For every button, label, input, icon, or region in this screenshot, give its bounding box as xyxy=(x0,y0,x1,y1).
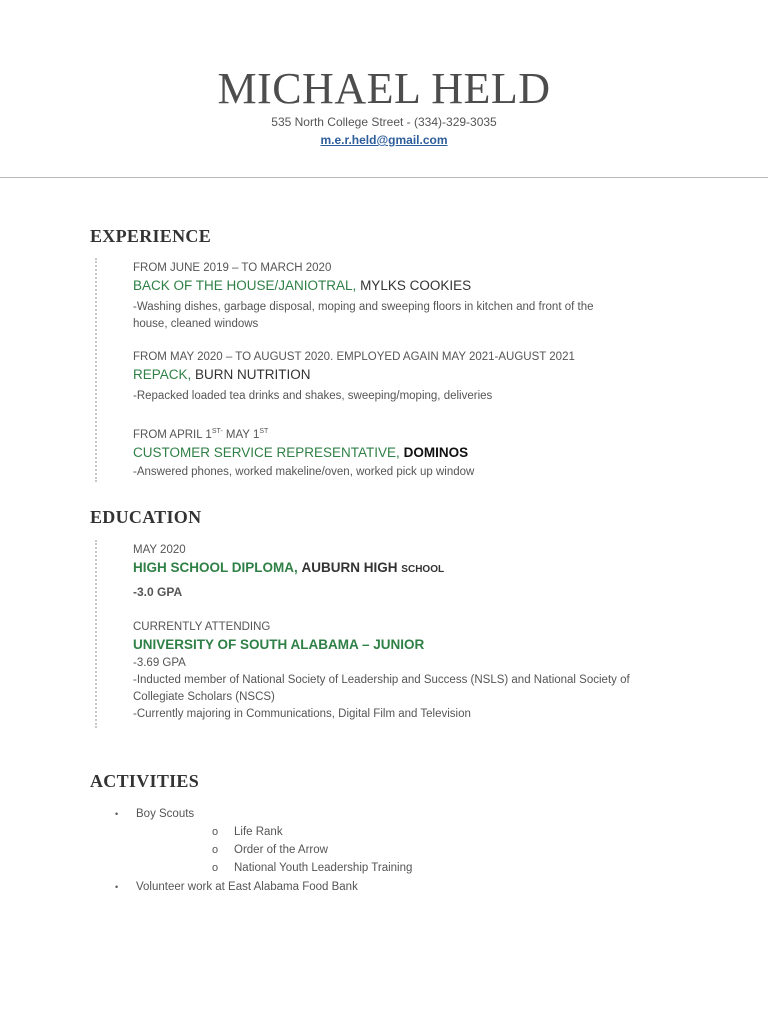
email-line xyxy=(0,132,768,148)
job-title-line xyxy=(133,443,693,463)
email-link[interactable]: m.e.r.held@gmail.com xyxy=(320,133,448,147)
edu-school-suffix: SCHOOL xyxy=(401,564,445,575)
job-role: CUSTOMER SERVICE REPRESENTATIVE, xyxy=(133,444,400,460)
job-desc: -Answered phones, worked makeline/oven, worked pick up window xyxy=(133,465,475,478)
activities-heading: ACTIVITIES xyxy=(90,771,200,791)
sub-bullet-icon: o xyxy=(212,826,219,838)
job-date: FROM MAY 2020 – TO AUGUST 2020. EMPLOYED AGAIN MAY 2021-AUGUST 2021 xyxy=(133,351,575,363)
job-date-end: MAY 1 xyxy=(222,428,260,441)
edu-school: AUBURN HIGH xyxy=(301,560,398,575)
header-divider xyxy=(0,177,768,178)
job-desc: house, cleaned windows xyxy=(133,318,259,330)
education-heading: EDUCATION xyxy=(90,507,202,527)
job-title-line xyxy=(133,276,693,296)
bullet-icon: • xyxy=(115,809,119,819)
activity-sub-label: Order of the Arrow xyxy=(234,844,328,856)
job-role: BACK OF THE HOUSE/JANIOTRAL, xyxy=(133,278,357,293)
education-entry xyxy=(133,619,693,723)
edu-gpa: -3.69 GPA xyxy=(133,657,186,669)
job-date-start: FROM APRIL 1 xyxy=(133,428,212,441)
sub-bullet-icon: o xyxy=(212,844,219,856)
job-date-start-sup: ST- xyxy=(211,428,223,435)
list-item xyxy=(0,805,768,823)
sub-bullet-icon: o xyxy=(212,862,219,874)
job-title-line xyxy=(133,365,693,385)
list-item xyxy=(0,859,768,877)
bullet-icon: • xyxy=(115,882,119,892)
education-entry xyxy=(133,542,693,601)
activity-label: Volunteer work at East Alabama Food Bank xyxy=(136,881,358,893)
list-item xyxy=(0,878,768,896)
edu-title-line xyxy=(133,635,693,655)
job-desc: -Washing dishes, garbage disposal, moping and sweeping floors in kitchen and front of the xyxy=(133,301,594,313)
edu-title-line xyxy=(133,558,693,580)
edu-school: UNIVERSITY OF SOUTH ALABAMA – JUNIOR xyxy=(133,637,425,652)
activity-sub-label: Life Rank xyxy=(234,826,283,838)
education-divider xyxy=(95,540,97,728)
job-entry xyxy=(133,424,693,481)
job-entry xyxy=(133,349,693,405)
list-item xyxy=(0,823,768,841)
job-org: MYLKS COOKIES xyxy=(360,278,472,293)
job-org: DOMINOS xyxy=(403,444,469,460)
job-date xyxy=(133,424,693,443)
contact-line: 535 North College Street - (334)-329-3035 xyxy=(271,115,497,129)
edu-desc: -Currently majoring in Communications, Digital Film and Television xyxy=(133,708,471,720)
edu-desc: -Inducted member of National Society of Leadership and Success (NSLS) and National Society of xyxy=(133,674,630,686)
experience-divider xyxy=(95,258,97,482)
job-desc: -Repacked loaded tea drinks and shakes, sweeping/moping, deliveries xyxy=(133,390,493,402)
job-role: REPACK, xyxy=(133,367,192,382)
job-date: FROM JUNE 2019 – TO MARCH 2020 xyxy=(133,262,332,274)
experience-heading: EXPERIENCE xyxy=(90,226,212,246)
edu-date: CURRENTLY ATTENDING xyxy=(133,621,271,633)
edu-degree: HIGH SCHOOL DIPLOMA, xyxy=(133,560,298,575)
job-date-end-sup: ST xyxy=(259,428,269,435)
resume-name: MICHAEL HELD xyxy=(217,64,551,113)
job-org: BURN NUTRITION xyxy=(195,367,311,382)
activity-sub-label: National Youth Leadership Training xyxy=(234,862,413,874)
job-entry xyxy=(133,260,693,333)
edu-desc: Collegiate Scholars (NSCS) xyxy=(133,691,275,703)
list-item xyxy=(0,841,768,859)
edu-gpa: -3.0 GPA xyxy=(133,585,183,599)
activity-label: Boy Scouts xyxy=(136,808,195,820)
edu-date: MAY 2020 xyxy=(133,544,186,556)
